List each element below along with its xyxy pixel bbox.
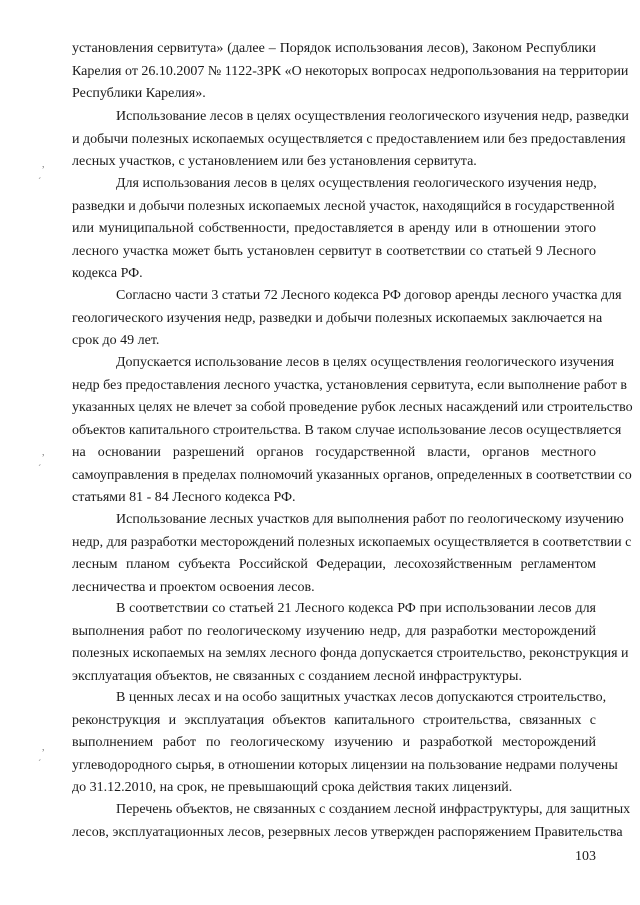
text-line: на основании разрешений органов государственной власти, органов местного	[72, 445, 596, 460]
text-line: установления сервитута» (далее – Порядок использования лесов), Законом Республики	[72, 41, 596, 56]
text-line: указанных целях не влечет за собой проведение рубок лесных насаждений или строительство	[72, 400, 633, 415]
text-line: Допускается использование лесов в целях осуществления геологического изучения	[116, 355, 615, 370]
text-line: лесов, эксплуатационных лесов, резервных лесов утвержден распоряжением Правительства	[72, 824, 623, 840]
text-line: Республики Карелия».	[72, 86, 206, 101]
text-line: реконструкция и эксплуатация объектов капитального строительства, связанных с	[72, 712, 596, 728]
text-line: В ценных лесах и на особо защитных участках лесов допускаются строительство,	[116, 690, 607, 705]
text-line: лесничества и проектом освоения лесов.	[72, 579, 315, 595]
text-line: лесного участка может быть установлен сервитут в соответствии со статьей 9 Лесного	[72, 243, 596, 259]
text-line: кодекса РФ.	[72, 266, 143, 281]
text-line: разведки и добычи полезных ископаемых лесной участок, находящийся в государственной	[72, 198, 615, 214]
text-line: и добычи полезных ископаемых осуществляется с предоставлением или без предоставления	[72, 131, 626, 147]
text-line: геологического изучения недр, разведки и добычи полезных ископаемых заключается на	[72, 310, 603, 326]
paragraph-1	[72, 106, 629, 174]
scan-mark: ´	[38, 464, 42, 475]
text-line: Согласно части 3 статьи 72 Лесного кодекса РФ договор аренды лесного участка для	[116, 288, 622, 303]
scan-mark: ,	[42, 742, 45, 753]
scan-mark: ´	[38, 759, 42, 770]
paragraph-5	[72, 509, 632, 599]
paragraph-3	[72, 285, 622, 353]
paragraph-6	[72, 598, 629, 688]
scan-mark: ´	[38, 177, 42, 188]
text-line: лесных участков, с установлением или без установления сервитута.	[72, 154, 477, 169]
text-line: или муниципальной собственности, предоставляется в аренду или в отношении этого	[72, 221, 596, 236]
text-line: выполнения работ по геологическому изучению недр, для разработки месторождений	[72, 623, 596, 639]
text-line: самоуправления в пределах полномочий указанных органов, определенных в соответствии со	[72, 467, 632, 483]
text-line: до 31.12.2010, на срок, не превышающий срока действия таких лицензий.	[72, 780, 513, 795]
text-line: недр, для разработки месторождений полезных ископаемых осуществляется в соответствии с	[72, 534, 632, 550]
paragraph-8	[72, 799, 631, 844]
text-line: Перечень объектов, не связанных с созданием лесной инфраструктуры, для защитных	[116, 802, 631, 817]
text-line: эксплуатация объектов, не связанных с созданием лесной инфраструктуры.	[72, 668, 522, 684]
text-line: недр без предоставления лесного участка, установления сервитута, если выполнение работ в	[72, 377, 628, 393]
text-line: статьями 81 - 84 Лесного кодекса РФ.	[72, 490, 296, 505]
text-line: углеводородного сырья, в отношении которых лицензии на пользование недрами получены	[72, 757, 618, 773]
text-line: В соответствии со статьей 21 Лесного кодекса РФ при использовании лесов для	[116, 601, 596, 616]
text-line: Использование лесных участков для выполнения работ по геологическому изучению	[116, 512, 624, 527]
scan-mark: ,	[42, 447, 45, 458]
paragraph-7	[72, 687, 618, 800]
text-line: Использование лесов в целях осуществления геологического изучения недр, разведки	[116, 109, 629, 124]
paragraph-4	[72, 352, 633, 510]
text-line: срок до 49 лет.	[72, 333, 160, 348]
text-line: полезных ископаемых на землях лесного фонда допускается строительство, реконструкция и	[72, 646, 629, 661]
text-line: Для использования лесов в целях осуществления геологического изучения недр,	[116, 176, 597, 191]
text-line: выполнением работ по геологическому изучению и разработкой месторождений	[72, 735, 596, 750]
scan-mark: ,	[42, 159, 45, 170]
paragraph-0	[72, 38, 629, 106]
text-line: Карелия от 26.10.2007 № 1122-ЗРК «О некоторых вопросах недропользования на территории	[72, 63, 629, 79]
page-number: 103	[575, 849, 596, 864]
paragraph-2	[72, 173, 615, 286]
text-line: объектов капитального строительства. В таком случае использование лесов осуществляется	[72, 422, 622, 438]
text-line: лесным планом субъекта Российской Федерации, лесохозяйственным регламентом	[72, 557, 596, 572]
